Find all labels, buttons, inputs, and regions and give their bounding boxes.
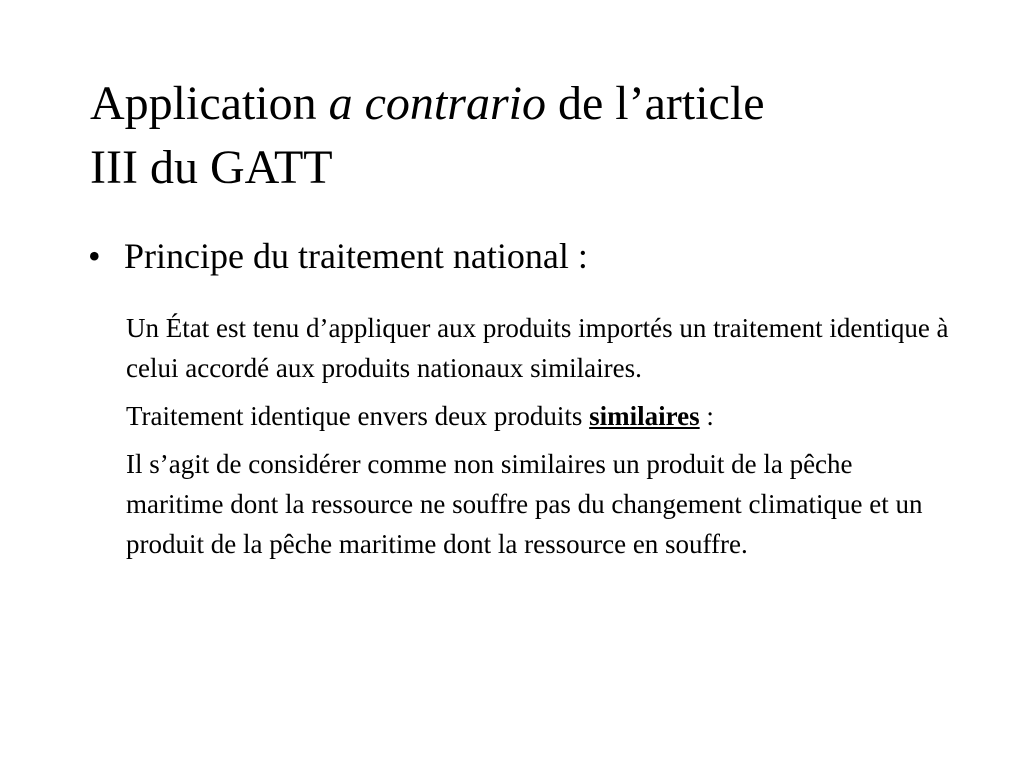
bullet-text: Principe du traitement national : <box>124 236 588 276</box>
paragraph-2-text: Traitement identique envers deux produits <box>126 401 590 431</box>
title-part2: de l’article <box>545 77 765 130</box>
title-line2: III du GATT <box>90 141 333 194</box>
bullet-item <box>88 232 968 280</box>
paragraph-1: Un État est tenu d’appliquer aux produits importés un traitement identique à celui accordé aux produits nationaux similaires. <box>126 313 949 383</box>
slide-title <box>90 72 970 200</box>
body-text <box>126 308 956 572</box>
paragraph-2-colon: : <box>699 401 714 431</box>
bullet-marker: • <box>88 236 101 276</box>
paragraph-2 <box>126 396 956 436</box>
title-part1: Application <box>90 77 329 130</box>
emphasis-similaires: similaires <box>589 401 700 431</box>
paragraph-3: Il s’agit de considérer comme non similaires un produit de la pêche maritime dont la ressource ne souffre pas du changement climatique et un produit de la pêche maritime dont la ressource en souffre. <box>126 449 923 559</box>
title-italic: a contrario <box>328 77 546 130</box>
